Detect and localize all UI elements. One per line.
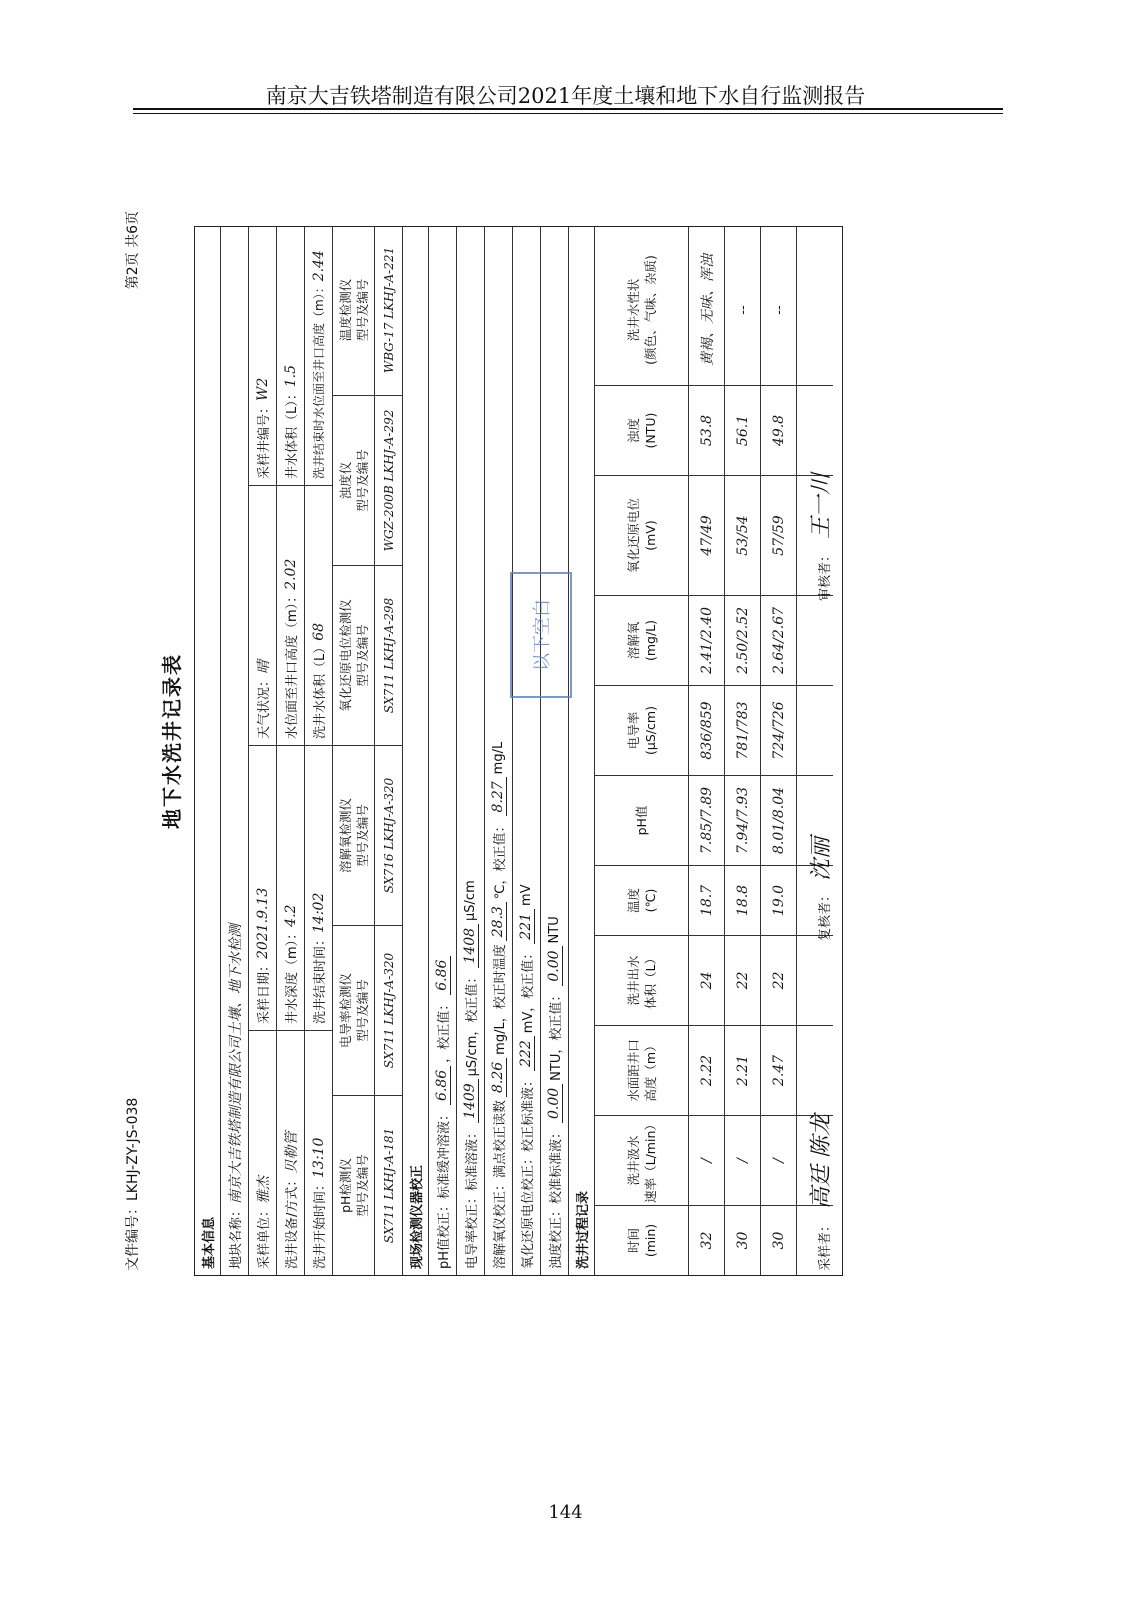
do-calibration-row: [485, 227, 513, 1275]
table-cell: [797, 385, 833, 475]
table-cell: 49.8: [761, 385, 796, 475]
table-cell: 30: [761, 1205, 796, 1275]
process-header-3-line-1: 体积（L）: [642, 952, 658, 1009]
instrument-header-0: [333, 1095, 374, 1275]
auditor-label: 审核者：: [818, 548, 833, 601]
instrument-header-4: [333, 395, 374, 565]
table-cell: 2.41/2.40: [689, 595, 724, 685]
ph-cal-mid: ，校正值：: [437, 997, 452, 1063]
table-cell: 18.7: [689, 865, 724, 935]
equipment-label: 洗井设备/方式：: [285, 1173, 300, 1269]
end-water-level-label: 洗井结束时水位面至井口高度（m）：: [312, 281, 326, 479]
process-header-row: [595, 227, 689, 1275]
do-cal-value: 8.27: [490, 777, 507, 816]
well-wash-table: [194, 226, 843, 1276]
instrument-header-1-line-0: 电导率检测仪: [337, 973, 353, 1049]
table-cell: --: [770, 305, 787, 315]
cond-calibration-row: [457, 227, 485, 1275]
turb-cal-value: 0.00: [546, 946, 563, 985]
process-header-4-line-0: 温度: [625, 888, 641, 914]
end-time-label: 洗井结束时间：: [313, 932, 328, 1024]
process-header-4: [595, 865, 688, 935]
table-cell: [797, 685, 833, 775]
plot-row: [221, 227, 249, 1275]
process-header-10-line-1: (颜色、气味、杂质): [642, 255, 658, 365]
cond-cal-standard: 1409: [462, 1079, 479, 1123]
time-row: [305, 227, 333, 1275]
do-cal-label: 溶解氧仪校正：满点校正读数: [493, 1099, 508, 1269]
do-cal-reading: 8.26: [490, 1058, 507, 1097]
do-calibration-cell: [485, 227, 512, 1275]
process-header-1: [595, 1115, 688, 1205]
process-header-3-line-0: 洗井出水: [625, 955, 641, 1006]
table-cell: 56.1: [725, 385, 760, 475]
ph-cal-standard: 6.86: [434, 1066, 451, 1105]
page-indicator: 第2页 共6页: [125, 211, 141, 290]
orp-calibration-cell: [513, 227, 540, 1275]
sampler-unit-cell: [249, 1030, 276, 1275]
instrument-header-2-line-0: 溶解氧检测仪: [337, 798, 353, 874]
well-no-cell: [249, 225, 276, 485]
instrument-value-4: WGZ-200B LKHJ-A-292: [375, 395, 402, 565]
table-cell: 836/859: [689, 685, 724, 775]
well-volume-cell: [277, 225, 304, 485]
instrument-header-2-line-1: 型号及编号: [354, 804, 370, 867]
instrument-value-2: SX716 LKHJ-A-320: [375, 745, 402, 925]
cond-cal-value: 1408: [462, 924, 479, 968]
table-cell: 22: [725, 935, 760, 1025]
well-depth-label: 井水深度（m）：: [285, 926, 300, 1024]
table-cell: /: [761, 1115, 796, 1205]
cond-cal-label: 电导率校正：标准溶液：: [465, 1125, 480, 1269]
table-row: [689, 227, 725, 1275]
table-cell: --: [734, 305, 751, 315]
table-cell: [797, 235, 833, 385]
equipment-value: 贝勒管: [283, 1131, 300, 1174]
process-header-8-line-0: 氧化还原电位: [625, 498, 641, 574]
table-cell: 8.01/8.04: [761, 775, 796, 865]
table-cell: 30: [725, 1205, 760, 1275]
table-cell: 2.47: [761, 1025, 796, 1115]
well-no-label: 采样井编号：: [257, 400, 272, 479]
instrument-header-5-line-0: 温度检测仪: [337, 278, 353, 342]
table-cell: 2.22: [689, 1025, 724, 1115]
table-cell: 22: [761, 935, 796, 1025]
instrument-value-1: SX711 LKHJ-A-320: [375, 925, 402, 1095]
process-header-0-line-0: 时间: [625, 1228, 641, 1254]
table-cell: 24: [689, 935, 724, 1025]
instrument-header-4-line-1: 型号及编号: [354, 449, 370, 512]
section-basic-row: [195, 227, 221, 1275]
page-number: 144: [548, 1502, 583, 1523]
end-water-level-cell: [305, 225, 332, 485]
instrument-header-2: [333, 745, 374, 925]
table-cell: 2.50/2.52: [725, 595, 760, 685]
do-cal-unit: mg/L: [491, 741, 506, 775]
process-header-10: [595, 235, 688, 385]
process-header-0-line-1: (min): [642, 1223, 658, 1258]
process-header-9-line-1: (NTU): [642, 412, 658, 449]
start-time-cell: [305, 1030, 332, 1275]
section-calibration-row: [403, 227, 429, 1275]
weather-cell: [249, 485, 276, 745]
cond-calibration-cell: [457, 227, 484, 1275]
instrument-value-0: SX711 LKHJ-A-181: [375, 1095, 402, 1275]
equipment-row: [277, 227, 305, 1275]
process-header-2: [595, 1025, 688, 1115]
process-header-8: [595, 475, 688, 595]
process-header-9-line-0: 浊度: [625, 418, 641, 444]
weather-value: 晴: [255, 659, 272, 674]
table-cell: 781/783: [725, 685, 760, 775]
table-cell: [797, 1025, 833, 1115]
table-cell: /: [689, 1115, 724, 1205]
water-to-mouth-value: 2.02: [282, 558, 299, 590]
table-cell: 53.8: [689, 385, 724, 475]
table-cell: 32: [689, 1205, 724, 1275]
table-cell: 7.94/7.93: [725, 775, 760, 865]
instrument-header-5: [333, 225, 374, 395]
table-row: [761, 227, 797, 1275]
sampler-unit-value: 雅杰: [255, 1175, 272, 1204]
header-rule: [133, 108, 1003, 110]
instrument-header-3: [333, 565, 374, 745]
table-cell: [797, 935, 833, 1025]
sampler-label: 采样者：: [818, 1218, 833, 1271]
process-header-1-line-0: 洗井汲水: [625, 1135, 641, 1186]
orp-cal-label: 氧化还原电位校正：校正标准液：: [521, 1073, 536, 1269]
instrument-header-1-line-1: 型号及编号: [354, 979, 370, 1042]
ph-calibration-cell: [429, 227, 456, 1275]
instrument-header-3-line-0: 氧化还原电位检测仪: [337, 599, 353, 712]
process-header-0: [595, 1205, 688, 1275]
well-no-value: W2: [254, 377, 271, 401]
orp-cal-mid: mV，校正值：: [521, 946, 536, 1034]
turb-cal-mid: NTU，校正值：: [549, 988, 564, 1081]
orp-cal-value: 221: [518, 909, 535, 944]
process-header-4-line-1: (℃): [642, 888, 658, 913]
equipment-cell: [277, 1030, 304, 1275]
turb-cal-unit: NTU: [547, 916, 562, 944]
sampler-signature: 高廷 陈龙: [809, 1114, 834, 1209]
section-process-label: 洗井过程记录: [576, 1190, 591, 1269]
orp-cal-unit: mV: [519, 884, 534, 906]
table-cell: 57/59: [761, 475, 796, 595]
orp-cal-standard: 222: [518, 1036, 535, 1071]
water-to-mouth-label: 水位面至井口高度（m）：: [285, 589, 300, 739]
section-calibration-label: 现场检测仪器校正: [410, 1164, 425, 1269]
wash-volume-value: 68: [310, 622, 327, 641]
table-cell: /: [725, 1115, 760, 1205]
process-header-2-line-1: 高度（m）: [642, 1039, 658, 1102]
table-row: [725, 227, 761, 1275]
instrument-header-5-line-1: 型号及编号: [354, 278, 370, 342]
plot-label: 地块名称：: [229, 1203, 244, 1269]
instrument-header-0-line-1: 型号及编号: [354, 1154, 370, 1217]
process-header-7-line-0: 溶解氧: [625, 621, 641, 660]
plot-value: 南京大吉铁塔制造有限公司土壤、地下水检测: [227, 923, 244, 1204]
process-header-6-line-0: 电导率: [625, 711, 641, 750]
process-header-7: [595, 595, 688, 685]
sampler-unit-label: 采样单位：: [257, 1203, 272, 1269]
process-header-6-line-1: (μS/cm): [642, 706, 658, 755]
wash-volume-cell: [305, 485, 332, 745]
form-title: 地下水洗井记录表: [160, 653, 184, 829]
process-header-7-line-1: (mg/L): [642, 619, 658, 662]
table-cell: 53/54: [725, 475, 760, 595]
instrument-header-0-line-0: pH检测仪: [337, 1158, 353, 1213]
wash-volume-label: 洗井水体积（L）: [313, 640, 328, 739]
table-cell: 黄褐、无味、浑浊: [699, 254, 716, 366]
orp-calibration-row: [513, 227, 541, 1275]
process-header-2-line-0: 水面距井口: [625, 1039, 641, 1102]
sampler-row: [249, 227, 277, 1275]
end-time-value: 14:02: [310, 892, 327, 933]
weather-label: 天气状况：: [257, 673, 272, 739]
instrument-header-1: [333, 925, 374, 1095]
water-to-mouth-cell: [277, 485, 304, 745]
reviewer-signature: 沈丽: [809, 836, 834, 881]
well-depth-value: 4.2: [282, 904, 299, 927]
section-process-row: [569, 227, 595, 1275]
end-time-cell: [305, 745, 332, 1030]
well-volume-label: 井水体积（L）：: [285, 387, 300, 479]
blank-below-stamp: 以下空白: [510, 572, 572, 698]
process-header-1-line-1: 速率（L/min）: [642, 1118, 658, 1203]
table-cell: 18.8: [725, 865, 760, 935]
cond-cal-unit: μS/cm: [463, 880, 478, 921]
ph-calibration-row: [429, 227, 457, 1275]
reviewer-label: 复核者：: [818, 888, 833, 941]
end-water-level-value: 2.44: [310, 250, 327, 282]
table-cell: 2.64/2.67: [761, 595, 796, 685]
table-cell: 724/726: [761, 685, 796, 775]
process-header-8-line-1: (mV): [642, 520, 658, 551]
process-header-10-line-0: 洗井水性状: [625, 278, 641, 342]
section-basic-label: 基本信息: [202, 1216, 217, 1269]
instrument-header-row: [333, 227, 375, 1275]
turb-cal-standard: 0.00: [546, 1084, 563, 1123]
instrument-header-4-line-0: 浊度仪: [337, 461, 353, 500]
turbidity-calibration-row: [541, 227, 569, 1275]
table-cell: 19.0: [761, 865, 796, 935]
ph-cal-label: pH值校正：标准缓冲溶液：: [437, 1107, 452, 1269]
do-cal-mid1: mg/L，校正时温度: [493, 944, 508, 1055]
sample-date-cell: [249, 745, 276, 1030]
process-header-6: [595, 685, 688, 775]
instrument-value-5: WBG-17 LKHJ-A-221: [381, 246, 396, 374]
cond-cal-mid: μS/cm，校正值：: [465, 970, 480, 1077]
do-cal-mid2: ℃，校正值：: [493, 819, 508, 900]
table-cell: [797, 595, 833, 685]
sample-date-label: 采样日期：: [257, 958, 272, 1024]
table-cell: 7.85/7.89: [689, 775, 724, 865]
process-header-5-line-0: pH值: [634, 805, 649, 836]
sample-date-value: 2021.9.13: [254, 887, 271, 959]
well-volume-value: 1.5: [282, 364, 299, 388]
process-header-9: [595, 385, 688, 475]
ph-cal-value: 6.86: [434, 956, 451, 995]
instrument-value-3: SX711 LKHJ-A-298: [375, 565, 402, 745]
plot-cell: [221, 227, 248, 1275]
auditor-signature: 王一川: [809, 472, 834, 539]
start-time-value: 13:10: [310, 1137, 327, 1178]
process-header-5: [595, 775, 688, 865]
scanned-form: [114, 191, 854, 1291]
process-header-3: [595, 935, 688, 1025]
instrument-value-row: [375, 227, 403, 1275]
table-cell: 2.21: [725, 1025, 760, 1115]
report-header-title: 南京大吉铁塔制造有限公司2021年度土壤和地下水自行监测报告: [265, 84, 866, 108]
instrument-header-3-line-1: 型号及编号: [354, 624, 370, 687]
turb-cal-label: 浊度校正：校准标准液：: [549, 1125, 564, 1269]
well-depth-cell: [277, 745, 304, 1030]
header-rule-thin: [133, 113, 1003, 114]
document-code: 文件编号：LKHJ-ZY-JS-038: [125, 1097, 141, 1271]
do-cal-temperature: 28.3: [490, 902, 507, 941]
turbidity-calibration-cell: [541, 227, 568, 1275]
start-time-label: 洗井开始时间：: [313, 1177, 328, 1269]
table-cell: 47/49: [689, 475, 724, 595]
